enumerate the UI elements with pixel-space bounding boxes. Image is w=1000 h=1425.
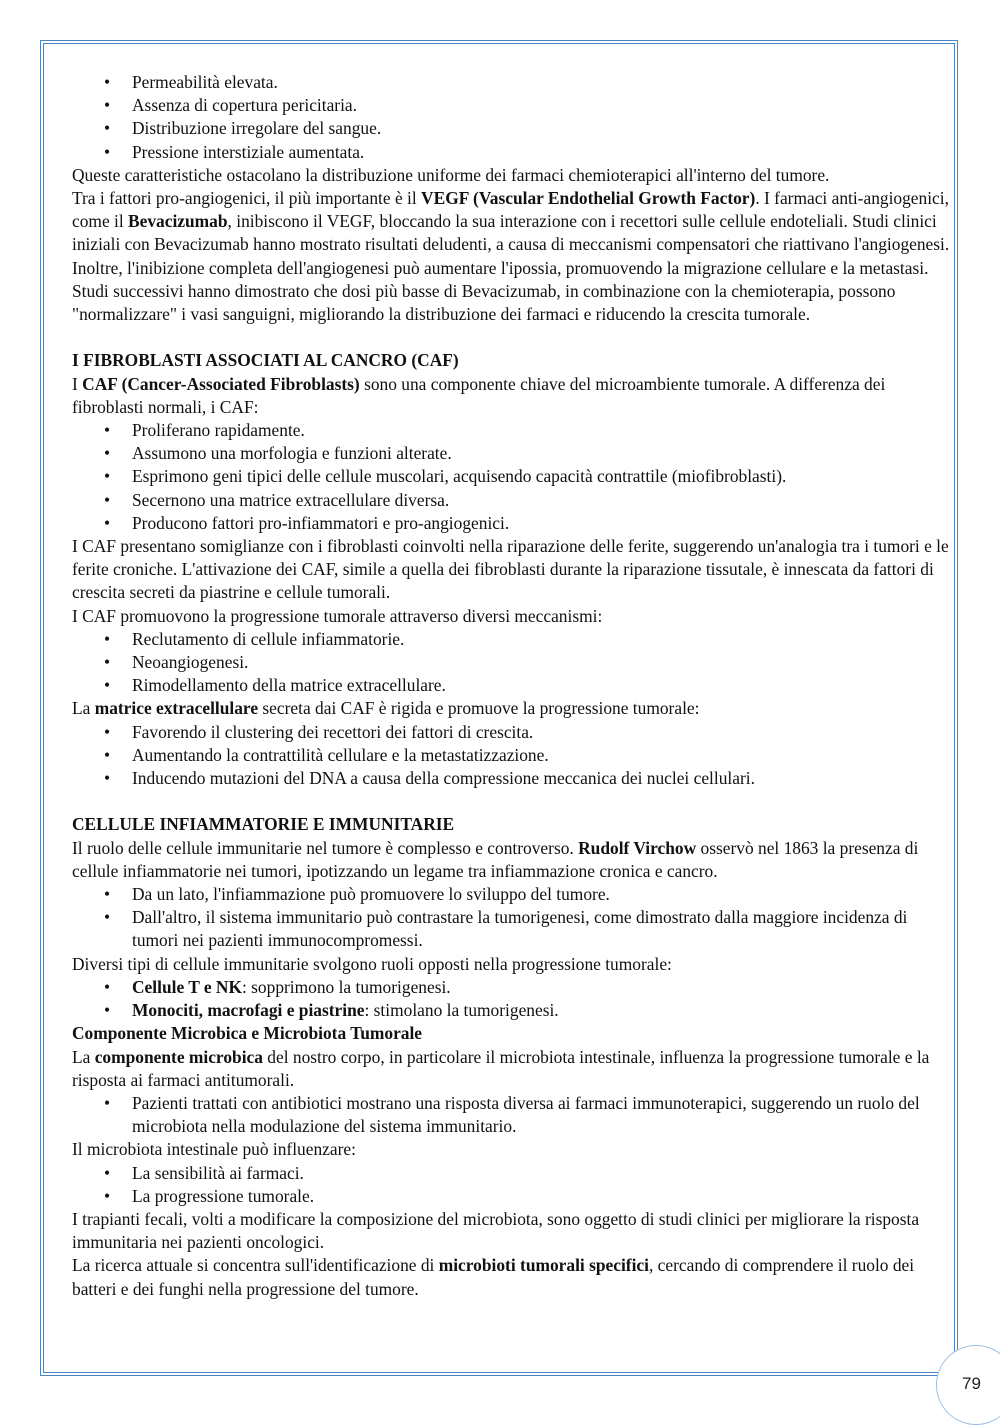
- bold-term: matrice extracellulare: [94, 698, 259, 719]
- list-item: • Assumono una morfologia e funzioni alterate.: [132, 442, 952, 465]
- list-item: • La progressione tumorale.: [132, 1185, 952, 1208]
- list-item: • Assenza di copertura pericitaria.: [132, 94, 952, 117]
- text-run: La: [72, 698, 95, 719]
- text-run: Il ruolo delle cellule immunitarie nel tumore è complesso e controverso.: [72, 837, 579, 858]
- bullet-list: [72, 1092, 952, 1138]
- paragraph: [72, 187, 952, 257]
- paragraph: I CAF presentano somiglianze con i fibroblasti coinvolti nella riparazione delle ferite, suggerendo un'analogia tra i tumori e le ferite croniche. L'attivazione dei CAF, simile a quella dei fibroblasti durante la riparazione tissutale, è innescata da fattori di crescita secreti da piastrine e cellule tumorali.: [72, 536, 949, 603]
- list-item: • Producono fattori pro-infiammatori e pro-angiogenici.: [132, 512, 952, 535]
- text-run: , cercando di comprendere il ruolo dei batteri e dei funghi nella progressione del tumore.: [72, 1255, 915, 1299]
- list-item: • Pazienti trattati con antibiotici mostrano una risposta diversa ai farmaci immunoterapici, suggerendo un ruolo del microbiota nella modulazione del sistema immunitario.: [132, 1092, 952, 1138]
- paragraph: Il microbiota intestinale può influenzare:: [72, 1139, 356, 1160]
- paragraph: I CAF promuovono la progressione tumorale attraverso diversi meccanismi:: [72, 605, 603, 626]
- bold-term: CAF (Cancer-Associated Fibroblasts): [82, 373, 360, 394]
- list-item: • Rimodellamento della matrice extracellulare.: [132, 674, 952, 697]
- paragraph: [72, 1046, 952, 1092]
- bold-term: Monociti, macrofagi e piastrine: [132, 1000, 365, 1021]
- text-run: sono una componente chiave del microambiente tumorale. A differenza dei fibroblasti normali, i CAF:: [72, 373, 886, 417]
- text-run: del nostro corpo, in particolare il microbiota intestinale, influenza la progressione tumorale e la risposta ai farmaci antitumorali.: [72, 1046, 930, 1090]
- bold-term: Cellule T e NK: [132, 976, 242, 997]
- list-item: • Pressione interstiziale aumentata.: [132, 141, 952, 164]
- text-run: I: [72, 373, 83, 394]
- bullet-list: [72, 1162, 952, 1208]
- paragraph: [72, 1254, 952, 1300]
- bullet-list: [72, 976, 952, 1022]
- text-run: La ricerca attuale si concentra sull'identificazione di: [72, 1255, 439, 1276]
- bold-term: VEGF (Vascular Endothelial Growth Factor): [421, 188, 756, 209]
- text-run: Tra i fattori pro-angiogenici, il più importante è il: [72, 188, 422, 209]
- list-item: • Aumentando la contrattilità cellulare e la metastatizzazione.: [132, 744, 952, 767]
- section-heading: CELLULE INFIAMMATORIE E IMMUNITARIE: [72, 814, 455, 835]
- list-item: • Distribuzione irregolare del sangue.: [132, 117, 952, 140]
- bold-term: componente microbica: [94, 1046, 263, 1067]
- paragraph: [72, 837, 952, 883]
- list-item: • Dall'altro, il sistema immunitario può contrastare la tumorigenesi, come dimostrato dalla maggiore incidenza di tumori nei pazienti immunocompromessi.: [132, 906, 952, 952]
- list-item: • Esprimono geni tipici delle cellule muscolari, acquisendo capacità contrattile (miofibroblasti).: [132, 465, 952, 488]
- bold-term: Rudolf Virchow: [578, 837, 697, 858]
- page-number: 79: [962, 1374, 981, 1393]
- document-body: [72, 71, 952, 1301]
- bullet-list: [72, 883, 952, 953]
- list-item: • Inducendo mutazioni del DNA a causa della compressione meccanica dei nuclei cellulari.: [132, 767, 952, 790]
- paragraph: Queste caratteristiche ostacolano la distribuzione uniforme dei farmaci chemioterapici all'interno del tumore.: [72, 164, 830, 185]
- list-item: • Permeabilità elevata.: [132, 71, 952, 94]
- paragraph: Diversi tipi di cellule immunitarie svolgono ruoli opposti nella progressione tumorale:: [72, 953, 672, 974]
- text-run: . I farmaci anti-angiogenici, come il: [72, 188, 949, 232]
- list-item: • Neoangiogenesi.: [132, 651, 952, 674]
- paragraph: [72, 373, 952, 419]
- text-run: : stimolano la tumorigenesi.: [364, 1000, 559, 1021]
- paragraph: I trapianti fecali, volti a modificare la composizione del microbiota, sono oggetto di studi clinici per migliorare la risposta immunitaria nei pazienti oncologici.: [72, 1208, 920, 1253]
- bullet-list: [72, 419, 952, 535]
- bold-term: microbioti tumorali specifici: [438, 1255, 649, 1276]
- text-run: : sopprimono la tumorigenesi.: [241, 976, 451, 997]
- list-item: [132, 999, 952, 1022]
- text-run: osservò nel 1863 la presenza di cellule infiammatorie nei tumori, ipotizzando un legame tra infiammazione cronica e cancro.: [72, 837, 919, 881]
- bold-term: Bevacizumab: [128, 211, 228, 232]
- list-item: • Favorendo il clustering dei recettori dei fattori di crescita.: [132, 721, 952, 744]
- text-run: La: [72, 1046, 95, 1067]
- list-item: • Secernono una matrice extracellulare diversa.: [132, 489, 952, 512]
- section-heading: I FIBROBLASTI ASSOCIATI AL CANCRO (CAF): [72, 350, 459, 371]
- list-item: • La sensibilità ai farmaci.: [132, 1162, 952, 1185]
- blank-line: [72, 326, 952, 349]
- text-run: secreta dai CAF è rigida e promuove la progressione tumorale:: [258, 698, 700, 719]
- list-item: • Da un lato, l'infiammazione può promuovere lo sviluppo del tumore.: [132, 883, 952, 906]
- list-item: • Proliferano rapidamente.: [132, 419, 952, 442]
- bullet-list: [72, 721, 952, 791]
- subsection-heading: Componente Microbica e Microbiota Tumorale: [72, 1023, 423, 1044]
- paragraph: [72, 697, 952, 720]
- bullet-list: [72, 628, 952, 698]
- list-item: [132, 976, 952, 999]
- bullet-list: [72, 71, 952, 164]
- blank-line: [72, 790, 952, 813]
- text-run: , inibiscono il VEGF, bloccando la sua interazione con i recettori sulle cellule endoteliali. Studi clinici iniziali con Bevacizumab hanno mostrato risultati deludenti, a causa di meccanismi compensatori che riattivano l'angiogenesi.: [72, 211, 950, 255]
- list-item: • Reclutamento di cellule infiammatorie.: [132, 628, 952, 651]
- paragraph: Inoltre, l'inibizione completa dell'angiogenesi può aumentare l'ipossia, promuovendo la migrazione cellulare e la metastasi. Studi successivi hanno dimostrato che dosi più basse di Bevacizumab, in combinazione con la chemioterapia, possono "normalizzare" i vasi sanguigni, migliorando la distribuzione dei farmaci e riducendo la crescita tumorale.: [72, 257, 929, 325]
